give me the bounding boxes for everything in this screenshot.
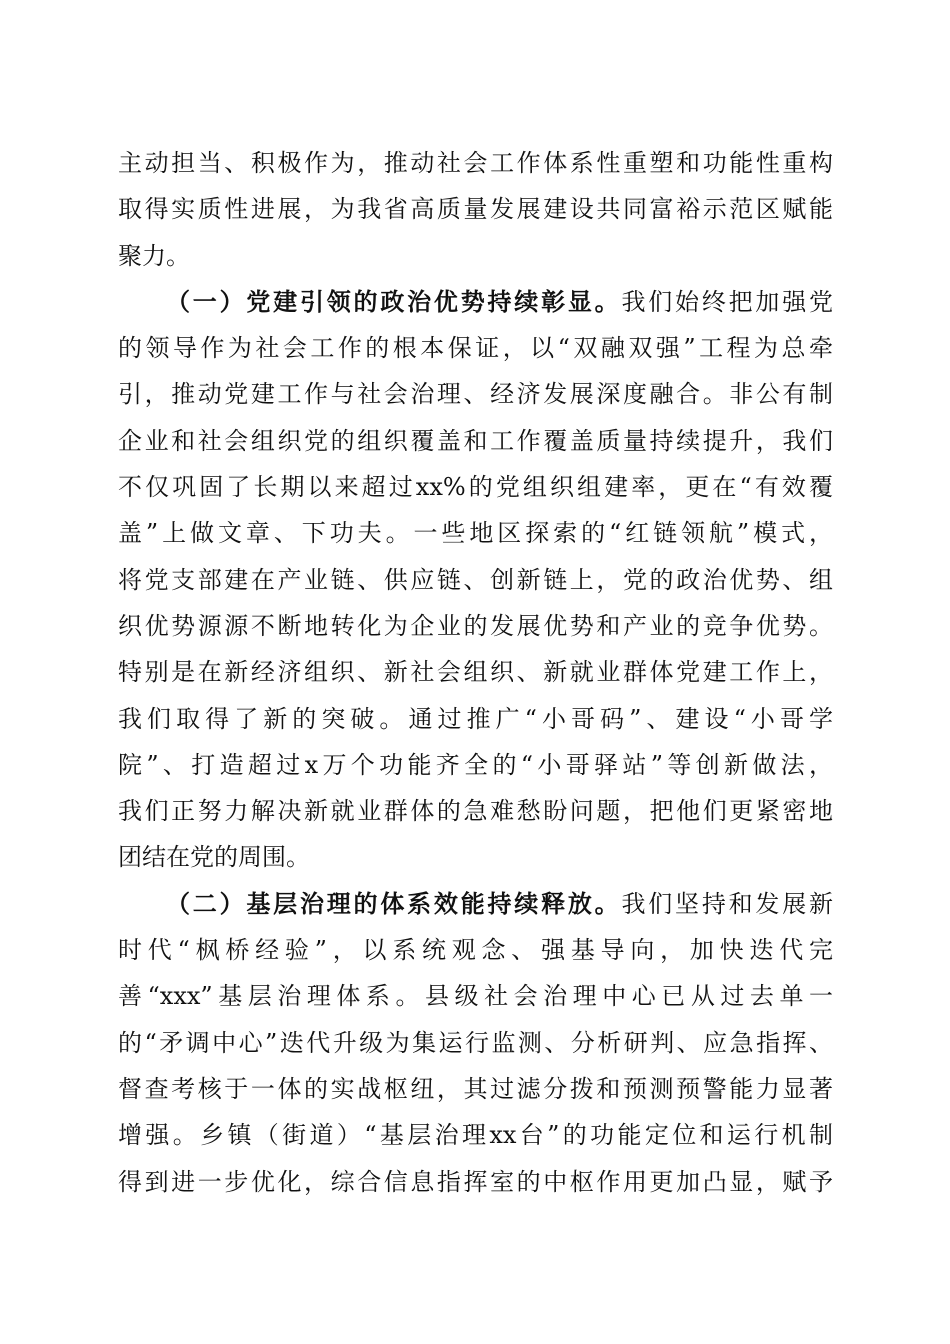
text-line: 主动担当、积极作为，推动社会工作体系性重塑和功能性重构 xyxy=(118,149,833,177)
text-line: 取得实质性进展，为我省高质量发展建设共同富裕示范区赋能 xyxy=(118,195,833,224)
document-body xyxy=(118,140,833,1205)
text-line: 得到进一步优化，综合信息指挥室的中枢作用更加凸显，赋予 xyxy=(118,1167,833,1196)
section-heading: （二）基层治理的体系效能持续释放。 xyxy=(166,888,622,918)
text-line: 督查考核于一体的实战枢纽，其过滤分拨和预测预警能力显著 xyxy=(118,1074,833,1103)
text-line: 聚力。 xyxy=(118,241,190,270)
text-line: 特别是在新经济组织、新社会组织、新就业群体党建工作上， xyxy=(118,658,833,687)
section-heading: （一）党建引领的政治优势持续彰显。 xyxy=(166,286,622,316)
text-line: 我们取得了新的突破。通过推广“小哥码”、建设“小哥学 xyxy=(118,704,833,733)
text-line: 的“矛调中心”迭代升级为集运行监测、分析研判、应急指挥、 xyxy=(118,1028,833,1057)
text-line: 盖”上做文章、下功夫。一些地区探索的“红链领航”模式， xyxy=(118,519,833,548)
paragraph-first-line xyxy=(118,881,833,927)
text-line: 的领导作为社会工作的根本保证，以“双融双强”工程为总牵 xyxy=(118,334,833,363)
text-line: 企业和社会组织党的组织覆盖和工作覆盖质量持续提升，我们 xyxy=(118,426,833,455)
text-line: 时代“枫桥经验”，以系统观念、强基导向，加快迭代完 xyxy=(118,936,833,965)
paragraph-first-line xyxy=(118,279,833,325)
text-line: 我们正努力解决新就业群体的急难愁盼问题，把他们更紧密地 xyxy=(118,797,833,826)
text-span: 我们始终把加强党 xyxy=(621,287,834,316)
text-line: 织优势源源不断地转化为企业的发展优势和产业的竞争优势。 xyxy=(118,611,833,640)
text-span: 我们坚持和发展新 xyxy=(621,889,834,918)
text-line: 善“xxx”基层治理体系。县级社会治理中心已从过去单一 xyxy=(118,982,833,1011)
text-line: 将党支部建在产业链、供应链、创新链上，党的政治优势、组 xyxy=(118,565,833,594)
text-line: 增强。乡镇（街道）“基层治理xx台”的功能定位和运行机制 xyxy=(118,1121,833,1150)
text-line: 院”、打造超过x万个功能齐全的“小哥驿站”等创新做法， xyxy=(118,750,833,779)
text-line: 不仅巩固了长期以来超过xx%的党组织组建率，更在“有效覆 xyxy=(118,473,833,502)
text-line: 团结在党的周围。 xyxy=(118,843,310,872)
text-line: 引，推动党建工作与社会治理、经济发展深度融合。非公有制 xyxy=(118,380,833,409)
